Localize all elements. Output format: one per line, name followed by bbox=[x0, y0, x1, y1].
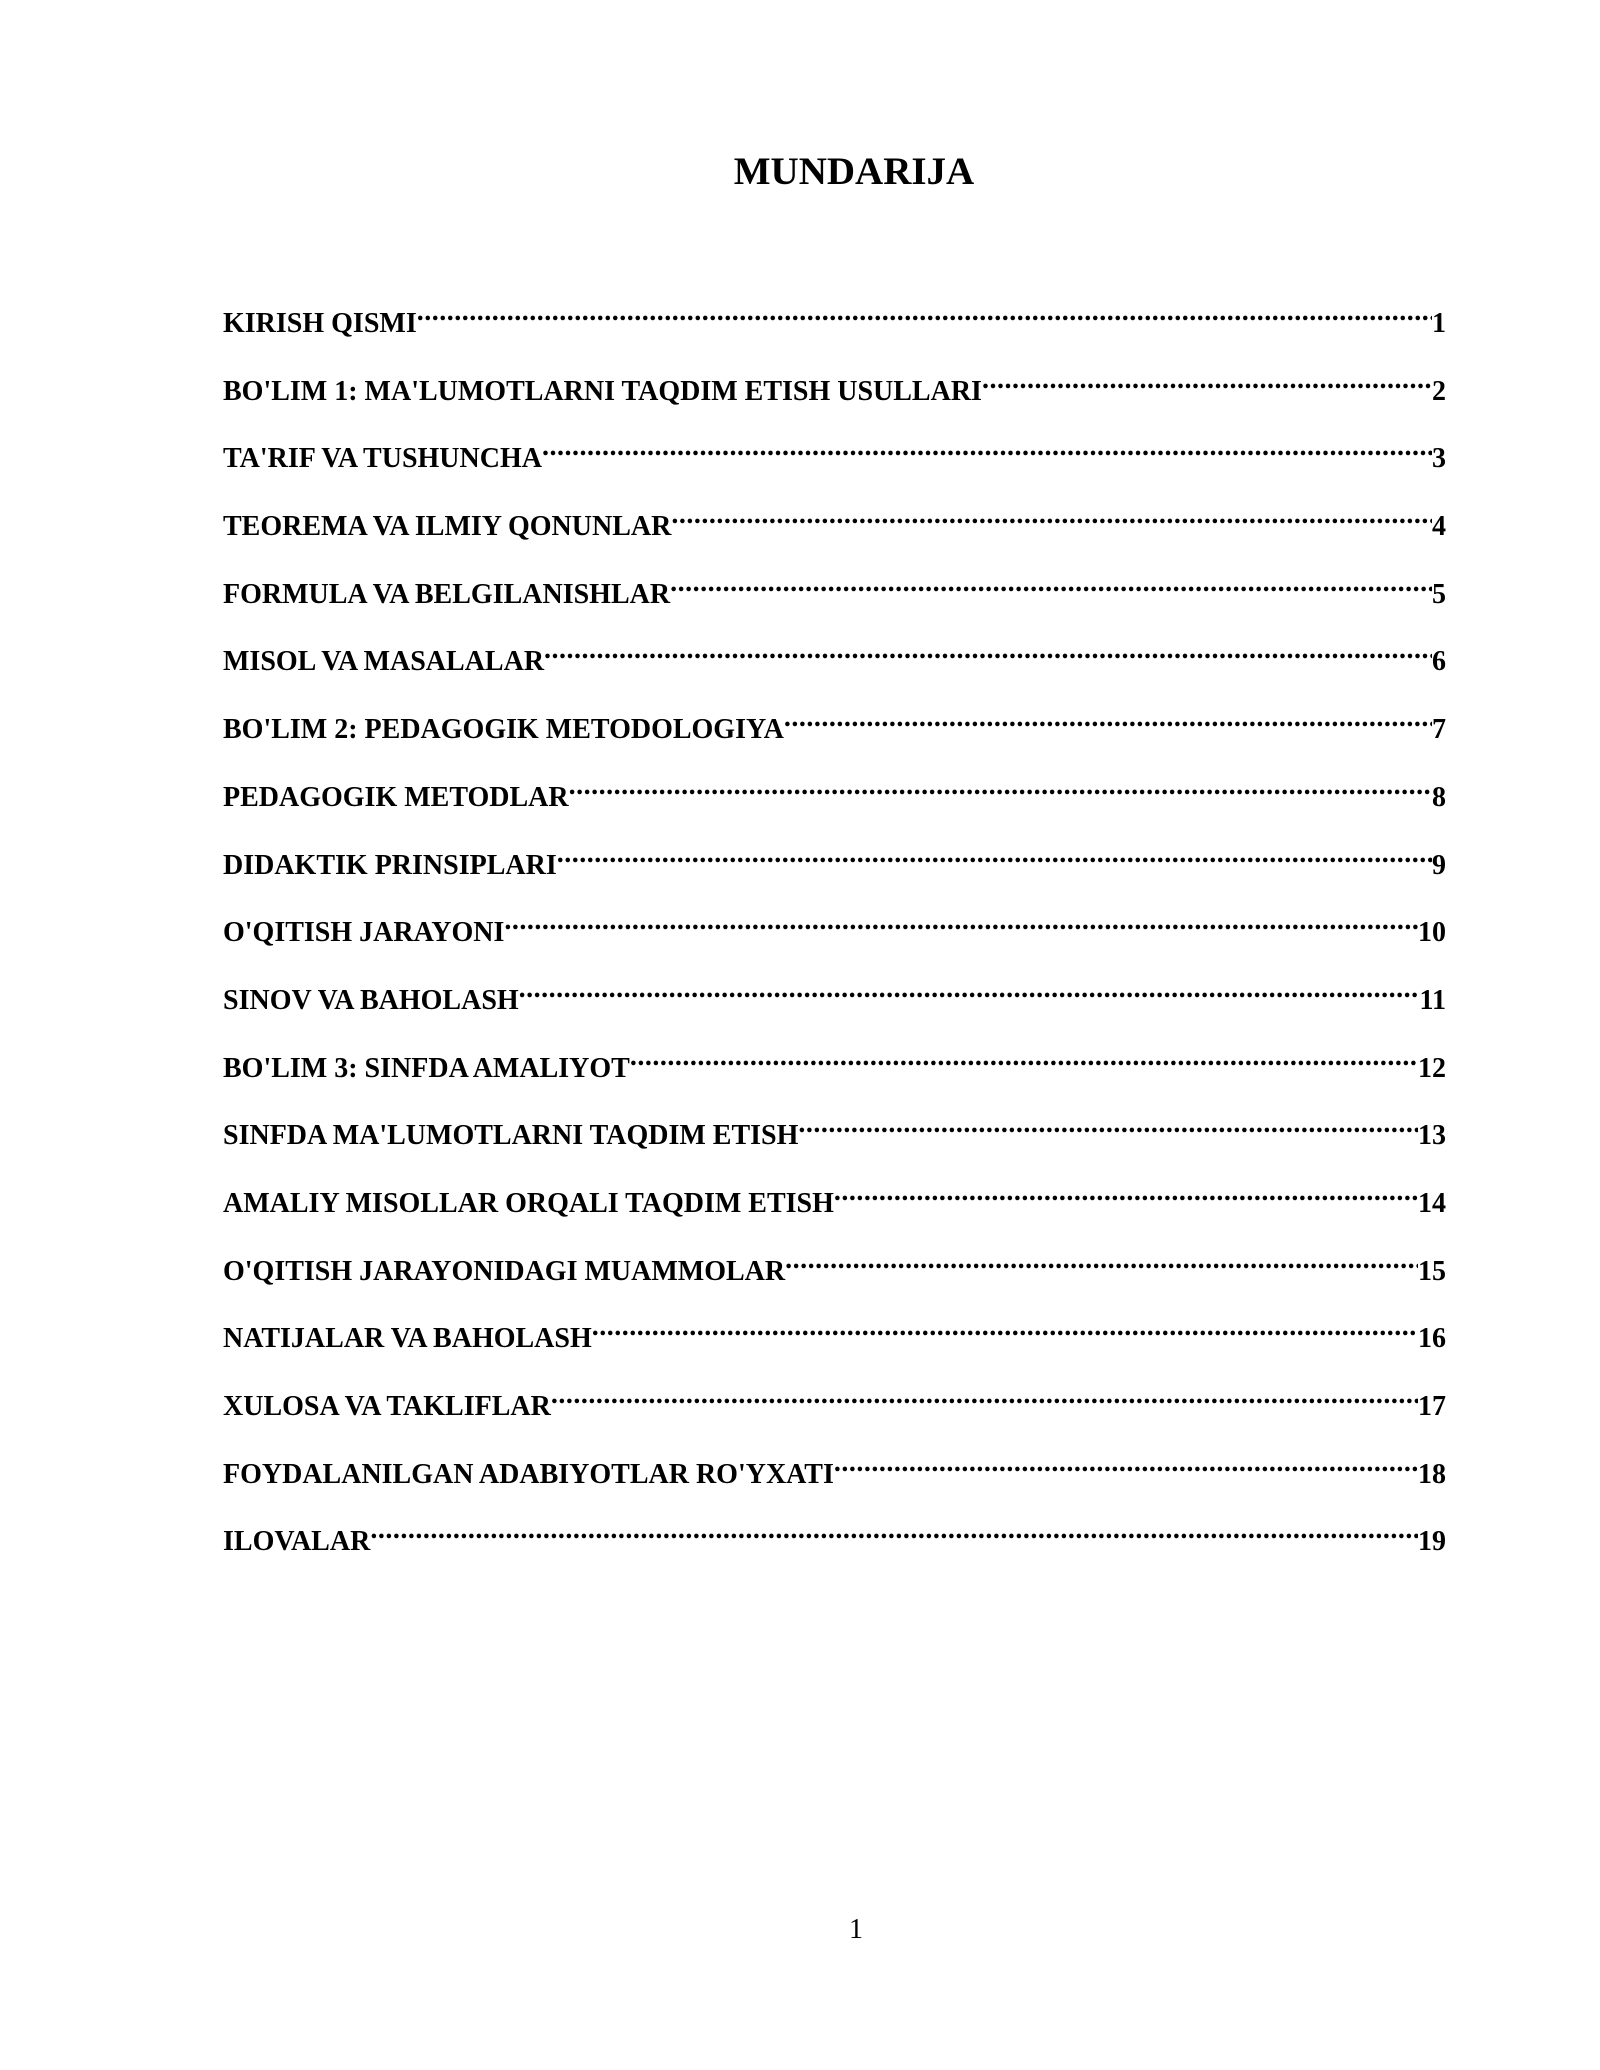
toc-entry[interactable] bbox=[223, 292, 1446, 360]
toc-entry-page: 11 bbox=[1419, 984, 1446, 1016]
toc-dot-leader bbox=[542, 427, 1432, 467]
table-of-contents bbox=[223, 292, 1446, 1578]
toc-dot-leader bbox=[557, 834, 1432, 874]
toc-entry-page: 5 bbox=[1432, 578, 1446, 610]
toc-entry-title: O'QITISH JARAYONIDAGI MUAMMOLAR bbox=[223, 1255, 786, 1287]
toc-entry-page: 15 bbox=[1418, 1255, 1446, 1287]
toc-entry-page: 7 bbox=[1432, 714, 1446, 746]
toc-dot-leader bbox=[670, 563, 1432, 603]
toc-entry[interactable] bbox=[223, 766, 1446, 834]
toc-entry-title: BO'LIM 2: PEDAGOGIK METODOLOGIYA bbox=[223, 714, 784, 746]
toc-dot-leader bbox=[785, 1240, 1418, 1280]
toc-entry-page: 13 bbox=[1418, 1120, 1446, 1152]
toc-entry[interactable] bbox=[223, 698, 1446, 766]
toc-entry-title: SINOV VA BAHOLASH bbox=[223, 984, 519, 1016]
toc-entry[interactable] bbox=[223, 1037, 1446, 1105]
toc-entry[interactable] bbox=[223, 1104, 1446, 1172]
toc-entry-title: PEDAGOGIK METODLAR bbox=[223, 781, 569, 813]
toc-entry[interactable] bbox=[223, 834, 1446, 902]
toc-entry[interactable] bbox=[223, 1443, 1446, 1511]
toc-entry-title: TEOREMA VA ILMIY QONUNLAR bbox=[223, 511, 672, 543]
toc-entry-page: 14 bbox=[1418, 1187, 1446, 1219]
toc-dot-leader bbox=[544, 630, 1432, 670]
toc-entry[interactable] bbox=[223, 427, 1446, 495]
toc-entry-title: FORMULA VA BELGILANISHLAR bbox=[223, 578, 671, 610]
toc-entry-page: 16 bbox=[1418, 1323, 1446, 1355]
toc-dot-leader bbox=[798, 1104, 1418, 1144]
toc-dot-leader bbox=[592, 1307, 1418, 1347]
toc-entry-page: 9 bbox=[1432, 849, 1446, 881]
toc-entry[interactable] bbox=[223, 901, 1446, 969]
toc-entry-title: DIDAKTIK PRINSIPLARI bbox=[223, 849, 557, 881]
toc-entry[interactable] bbox=[223, 1240, 1446, 1308]
toc-entry-page: 19 bbox=[1418, 1526, 1446, 1558]
toc-entry-page: 17 bbox=[1418, 1391, 1446, 1422]
toc-entry-title: BO'LIM 3: SINFDA AMALIYOT bbox=[223, 1052, 630, 1084]
toc-entry-page: 8 bbox=[1432, 781, 1446, 813]
toc-dot-leader bbox=[834, 1172, 1418, 1212]
toc-dot-leader bbox=[569, 766, 1432, 806]
toc-entry-page: 2 bbox=[1432, 375, 1446, 407]
toc-entry-title: MISOL VA MASALALAR bbox=[223, 646, 545, 678]
toc-dot-leader bbox=[551, 1375, 1418, 1415]
toc-dot-leader bbox=[982, 360, 1432, 400]
toc-dot-leader bbox=[784, 698, 1432, 738]
page-title: MUNDARIJA bbox=[733, 150, 975, 193]
toc-entry[interactable] bbox=[223, 495, 1446, 563]
toc-entry-title: AMALIY MISOLLAR ORQALI TAQDIM ETISH bbox=[223, 1187, 834, 1219]
toc-entry-page: 4 bbox=[1432, 511, 1446, 543]
toc-entry-title: SINFDA MA'LUMOTLARNI TAQDIM ETISH bbox=[223, 1120, 799, 1152]
toc-entry[interactable] bbox=[223, 1510, 1446, 1578]
toc-entry[interactable] bbox=[223, 563, 1446, 631]
page-number: 1 bbox=[849, 1914, 863, 1945]
toc-dot-leader bbox=[370, 1510, 1418, 1550]
toc-entry-page: 18 bbox=[1418, 1458, 1446, 1490]
toc-dot-leader bbox=[630, 1037, 1418, 1077]
toc-entry-title: NATIJALAR VA BAHOLASH bbox=[223, 1323, 592, 1355]
toc-entry[interactable] bbox=[223, 1307, 1446, 1375]
toc-entry-page: 1 bbox=[1432, 308, 1446, 339]
toc-entry-page: 3 bbox=[1432, 443, 1446, 475]
toc-entry-page: 6 bbox=[1432, 646, 1446, 678]
toc-entry-page: 10 bbox=[1418, 917, 1446, 949]
toc-entry-title: O'QITISH JARAYONI bbox=[223, 917, 505, 949]
toc-entry-title: FOYDALANILGAN ADABIYOTLAR RO'YXATI bbox=[223, 1458, 834, 1490]
toc-dot-leader bbox=[519, 969, 1420, 1009]
toc-entry-title: ILOVALAR bbox=[223, 1526, 371, 1558]
toc-dot-leader bbox=[671, 495, 1432, 535]
toc-entry[interactable] bbox=[223, 969, 1446, 1037]
toc-entry-title: BO'LIM 1: MA'LUMOTLARNI TAQDIM ETISH USULLARI bbox=[223, 375, 982, 407]
toc-entry[interactable] bbox=[223, 360, 1446, 428]
toc-entry[interactable] bbox=[223, 1172, 1446, 1240]
toc-entry[interactable] bbox=[223, 1375, 1446, 1443]
toc-entry-page: 12 bbox=[1418, 1052, 1446, 1084]
toc-dot-leader bbox=[417, 292, 1432, 332]
toc-entry[interactable] bbox=[223, 630, 1446, 698]
toc-dot-leader bbox=[504, 901, 1418, 941]
toc-dot-leader bbox=[834, 1443, 1418, 1483]
toc-entry-title: KIRISH QISMI bbox=[223, 308, 417, 339]
toc-entry-title: TA'RIF VA TUSHUNCHA bbox=[223, 443, 542, 475]
toc-entry-title: XULOSA VA TAKLIFLAR bbox=[223, 1391, 551, 1422]
